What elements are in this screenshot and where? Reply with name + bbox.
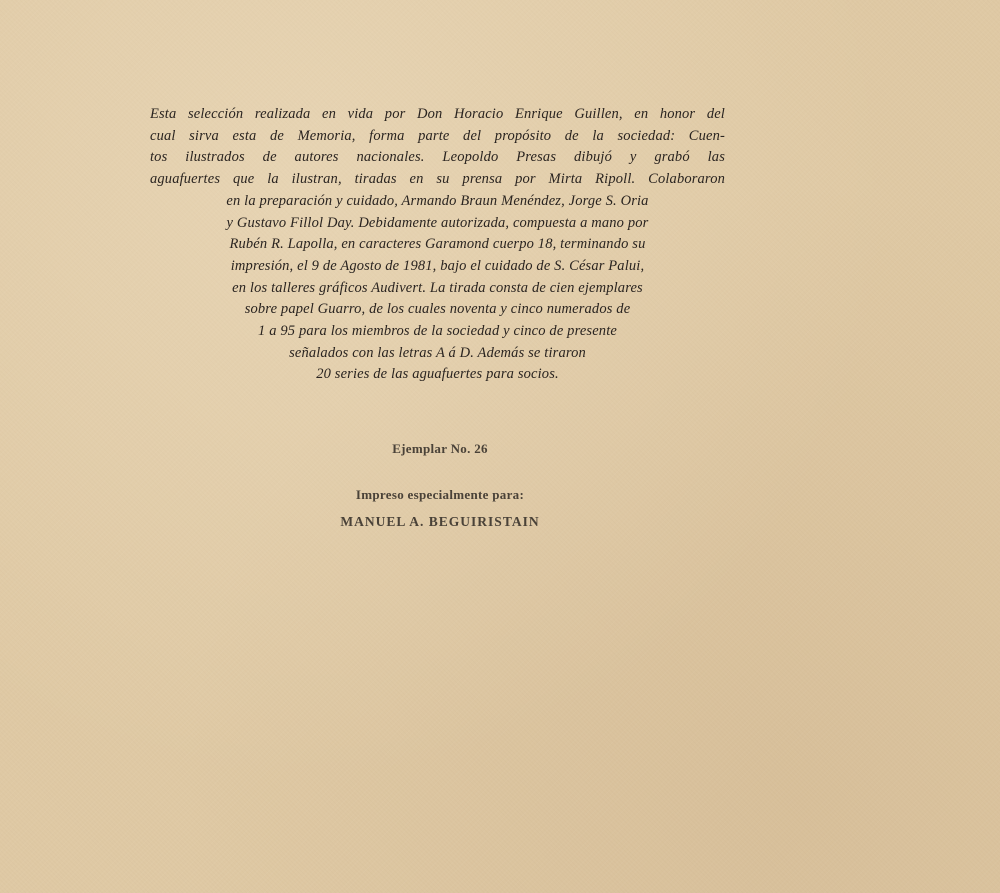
- colophon-line: Esta selección realizada en vida por Don Horacio Enrique Guillen, en honor del: [150, 106, 725, 122]
- colophon-line: en los talleres gráficos Audivert. La tirada consta de cien ejemplares: [232, 279, 643, 296]
- colophon-line: aguafuertes que la ilustran, tiradas en su prensa por Mirta Ripoll. Colaboraron: [150, 171, 725, 188]
- recipient-name: MANUEL A. BEGUIRISTAIN: [340, 514, 540, 529]
- colophon-line: y Gustavo Fillol Day. Debidamente autorizada, compuesta a mano por: [226, 214, 649, 231]
- colophon-line: tos ilustrados de autores nacionales. Leopoldo Presas dibujó y grabó las: [150, 149, 725, 166]
- colophon-line: cual sirva esta de Memoria, forma parte del propósito de la sociedad: Cuen-: [150, 127, 725, 144]
- colophon-line: en la preparación y cuidado, Armando Braun Menéndez, Jorge S. Oria: [226, 192, 649, 209]
- colophon-line: 20 series de las aguafuertes para socios.: [316, 366, 559, 383]
- colophon-line: impresión, el 9 de Agosto de 1981, bajo el cuidado de S. César Palui,: [230, 257, 645, 274]
- colophon-line: sobre papel Guarro, de los cuales noventa y cinco numerados de: [244, 301, 631, 318]
- colophon-text: [150, 104, 725, 386]
- colophon-line: Rubén R. Lapolla, en caracteres Garamond cuerpo 18, terminando su: [229, 236, 646, 253]
- dedication-label: Impreso especialmente para:: [355, 487, 525, 502]
- colophon-line: señalados con las letras A á D. Además se tiraron: [289, 344, 586, 361]
- colophon-line: 1 a 95 para los miembros de la sociedad y cinco de presente: [258, 323, 617, 340]
- copy-number: Ejemplar No. 26: [392, 441, 488, 456]
